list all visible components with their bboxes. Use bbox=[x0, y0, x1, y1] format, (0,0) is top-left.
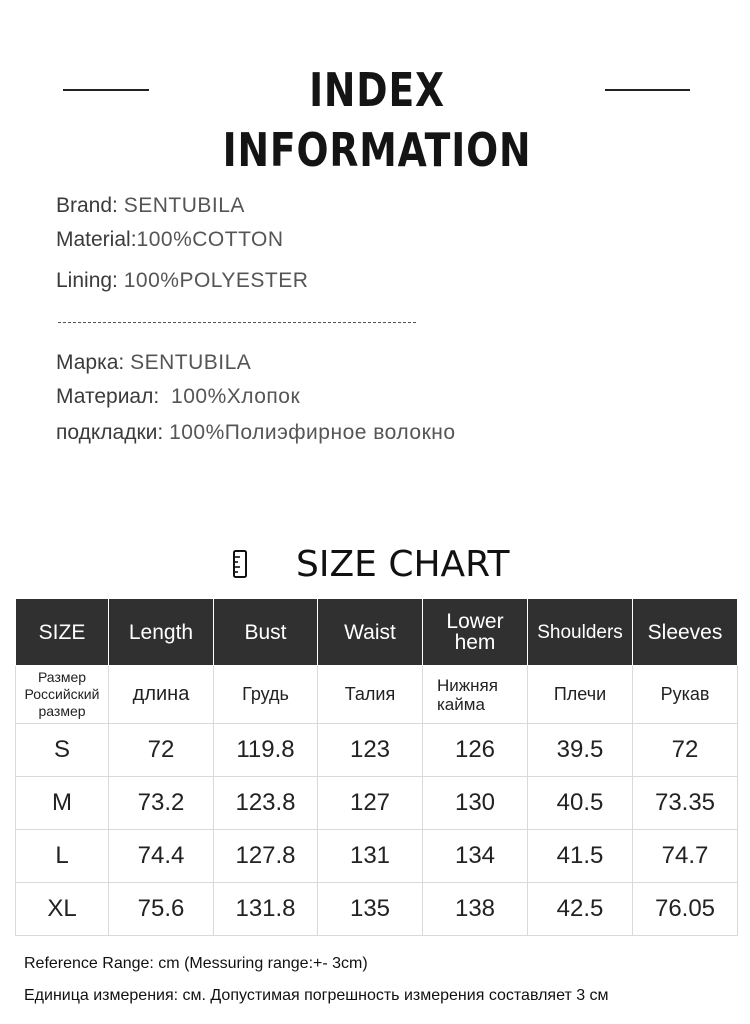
lining-label-ru: подкладки: bbox=[56, 421, 164, 444]
table-row-russian-labels bbox=[16, 666, 738, 724]
ruler-icon bbox=[232, 550, 248, 578]
info-divider bbox=[58, 322, 416, 323]
cell-waist: 127 bbox=[318, 777, 423, 830]
cell-length: 72 bbox=[109, 724, 214, 777]
size-chart-heading bbox=[0, 540, 750, 590]
table-row bbox=[16, 724, 738, 777]
ru-sleeves-label: Рукав bbox=[633, 666, 738, 724]
ru-shoulders-label: Плечи bbox=[528, 666, 633, 724]
material-line bbox=[56, 228, 284, 252]
cell-lower-hem: 138 bbox=[423, 883, 528, 936]
title-divider-left bbox=[63, 89, 149, 91]
lining-label: Lining: bbox=[56, 269, 118, 292]
cell-sleeves: 76.05 bbox=[633, 883, 738, 936]
cell-length: 73.2 bbox=[109, 777, 214, 830]
cell-bust: 119.8 bbox=[214, 724, 318, 777]
material-label-ru: Материал: bbox=[56, 385, 160, 408]
header-sleeves: Sleeves bbox=[633, 599, 738, 666]
cell-waist: 135 bbox=[318, 883, 423, 936]
cell-bust: 131.8 bbox=[214, 883, 318, 936]
material-line-ru bbox=[56, 385, 300, 409]
cell-size: S bbox=[16, 724, 109, 777]
cell-length: 75.6 bbox=[109, 883, 214, 936]
header-size: SIZE bbox=[16, 599, 109, 666]
reference-range-note: Reference Range: cm (Messuring range:+- 3cm) bbox=[24, 955, 368, 972]
ru-waist-label: Талия bbox=[318, 666, 423, 724]
size-chart-title: SIZE CHART bbox=[296, 544, 510, 585]
material-value: 100%COTTON bbox=[136, 228, 284, 251]
brand-label-ru: Марка: bbox=[56, 351, 125, 374]
ru-bust-label: Грудь bbox=[214, 666, 318, 724]
cell-bust: 127.8 bbox=[214, 830, 318, 883]
title-divider-right bbox=[605, 89, 690, 91]
brand-label: Brand: bbox=[56, 194, 118, 217]
ru-length-label: длина bbox=[109, 666, 214, 724]
header-bust: Bust bbox=[214, 599, 318, 666]
cell-shoulders: 39.5 bbox=[528, 724, 633, 777]
lining-value-ru: 100%Полиэфирное волокно bbox=[169, 421, 456, 444]
cell-sleeves: 74.7 bbox=[633, 830, 738, 883]
brand-line bbox=[56, 194, 245, 218]
header-shoulders: Shoulders bbox=[528, 599, 633, 666]
header-lower-hem: Lower hem bbox=[423, 599, 528, 666]
brand-value: SENTUBILA bbox=[123, 194, 245, 217]
cell-size: L bbox=[16, 830, 109, 883]
cell-size: M bbox=[16, 777, 109, 830]
table-row bbox=[16, 830, 738, 883]
cell-bust: 123.8 bbox=[214, 777, 318, 830]
material-label: Material: bbox=[56, 228, 137, 251]
cell-size: XL bbox=[16, 883, 109, 936]
cell-waist: 131 bbox=[318, 830, 423, 883]
table-row bbox=[16, 883, 738, 936]
cell-shoulders: 42.5 bbox=[528, 883, 633, 936]
cell-sleeves: 73.35 bbox=[633, 777, 738, 830]
material-value-ru: 100%Хлопок bbox=[171, 385, 301, 408]
cell-waist: 123 bbox=[318, 724, 423, 777]
table-row bbox=[16, 777, 738, 830]
page-title: INDEX INFORMATION bbox=[222, 63, 532, 177]
lining-value: 100%POLYESTER bbox=[123, 269, 309, 292]
table-header-row bbox=[16, 599, 738, 666]
cell-lower-hem: 130 bbox=[423, 777, 528, 830]
brand-line-ru bbox=[56, 351, 251, 375]
size-chart-table bbox=[15, 598, 738, 936]
cell-shoulders: 40.5 bbox=[528, 777, 633, 830]
brand-value-ru: SENTUBILA bbox=[130, 351, 252, 374]
index-information-header bbox=[0, 60, 750, 177]
measurement-note-ru: Единица измерения: см. Допустимая погрешность измерения составляет 3 см bbox=[24, 987, 609, 1004]
lining-line bbox=[56, 269, 308, 293]
lining-line-ru bbox=[56, 421, 456, 445]
ru-lower-hem-label: Нижняя кайма bbox=[423, 666, 528, 724]
cell-shoulders: 41.5 bbox=[528, 830, 633, 883]
cell-lower-hem: 134 bbox=[423, 830, 528, 883]
cell-length: 74.4 bbox=[109, 830, 214, 883]
header-length: Length bbox=[109, 599, 214, 666]
cell-sleeves: 72 bbox=[633, 724, 738, 777]
ru-size-label: Размер Российский размер bbox=[16, 666, 109, 724]
header-waist: Waist bbox=[318, 599, 423, 666]
cell-lower-hem: 126 bbox=[423, 724, 528, 777]
